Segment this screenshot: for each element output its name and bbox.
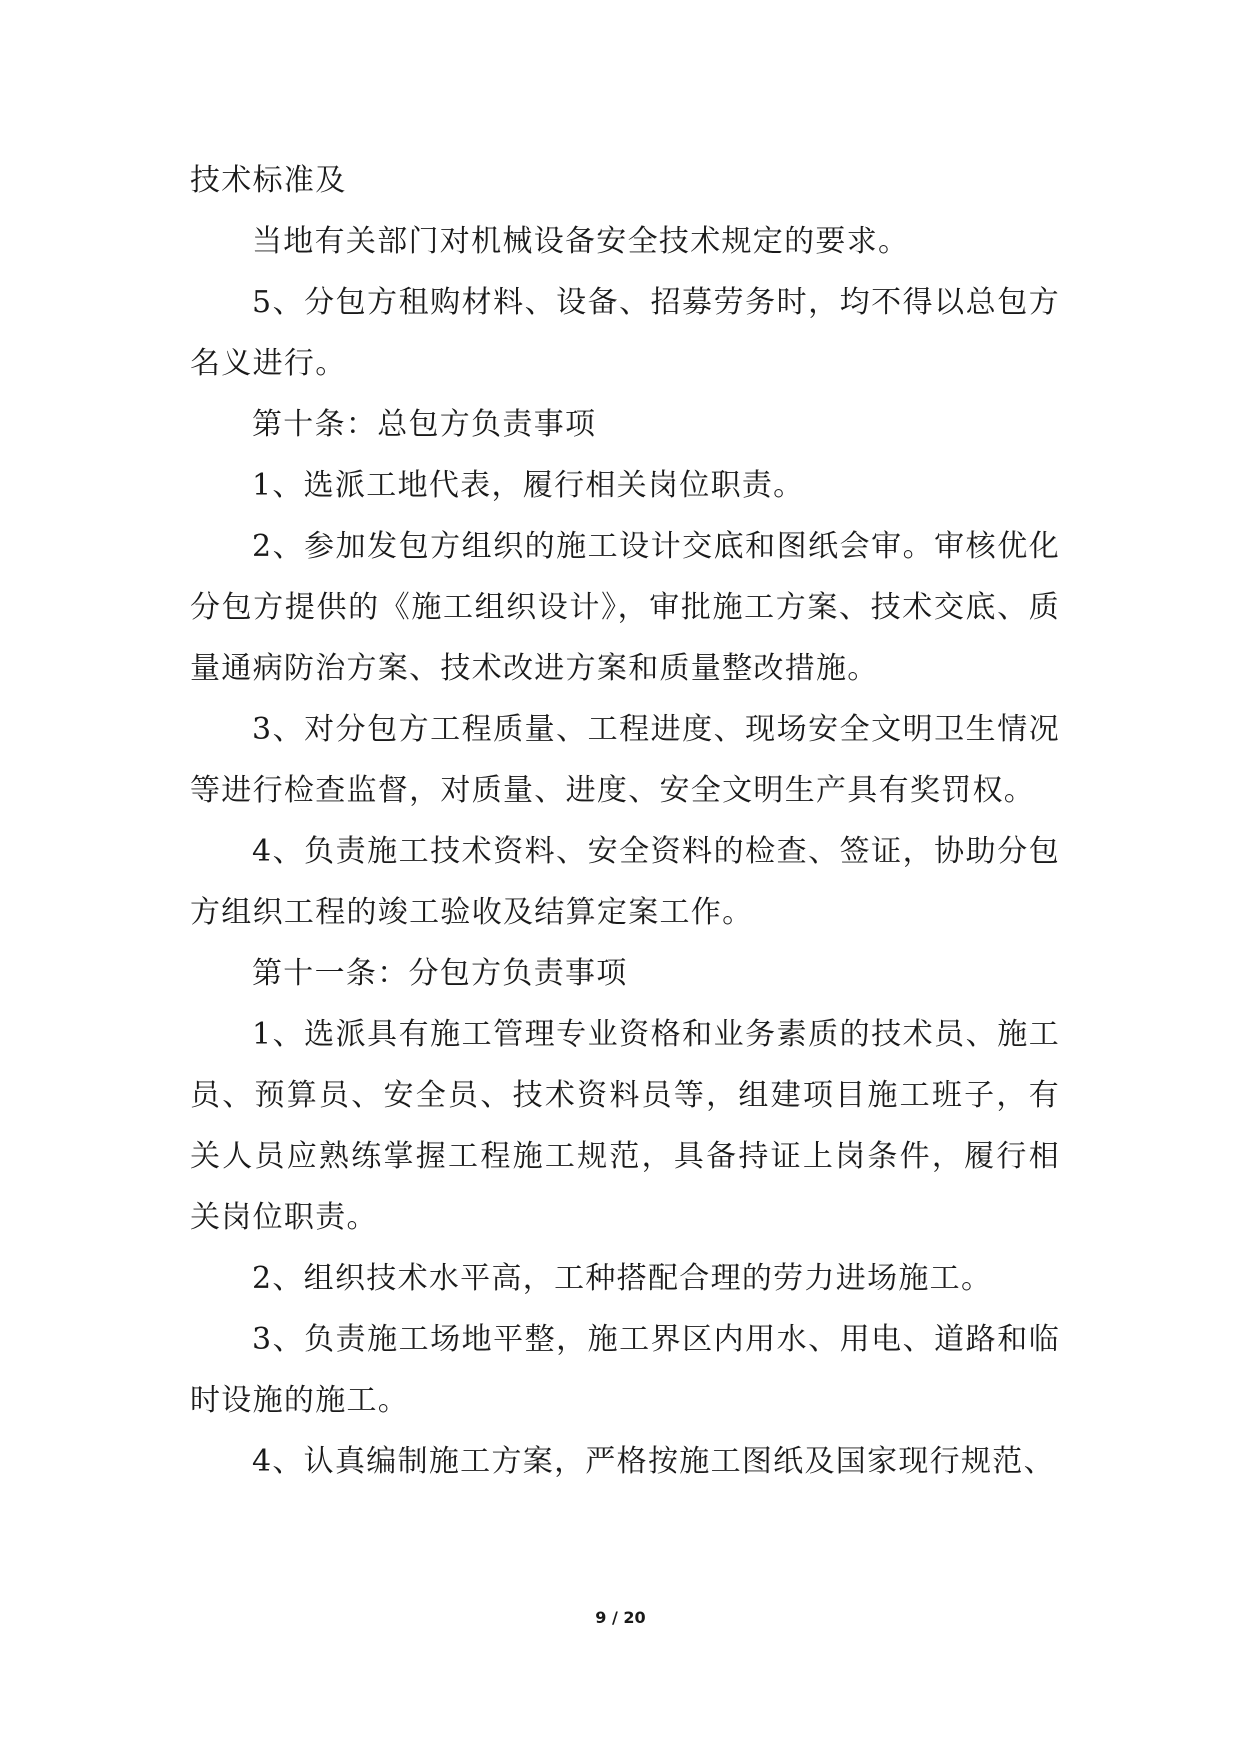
page-number: 9 / 20 xyxy=(595,1608,646,1627)
paragraph: 技术标准及 xyxy=(190,163,347,198)
paragraph: 1、选派工地代表，履行相关岗位职责。 xyxy=(252,468,805,503)
paragraph: 第十条：总包方负责事项 xyxy=(252,407,597,442)
paragraph: 3、对分包方工程质量、工程进度、现场安全文明卫生情况等进行检查监督，对质量、进度、安全文明生产具有奖罚权。 xyxy=(190,712,1060,808)
document-body xyxy=(190,150,1060,1492)
paragraph: 1、选派具有施工管理专业资格和业务素质的技术员、施工员、预算员、安全员、技术资料员等，组建项目施工班子，有关人员应熟练掌握工程施工规范，具备持证上岗条件，履行相关岗位职责。 xyxy=(190,1017,1060,1235)
paragraph: 3、负责施工场地平整，施工界区内用水、用电、道路和临时设施的施工。 xyxy=(190,1322,1060,1418)
paragraph: 2、参加发包方组织的施工设计交底和图纸会审。审核优化分包方提供的《施工组织设计》，审批施工方案、技术交底、质量通病防治方案、技术改进方案和质量整改措施。 xyxy=(190,529,1060,686)
paragraph: 4、认真编制施工方案，严格按施工图纸及国家现行规范、 xyxy=(252,1444,1055,1479)
paragraph: 4、负责施工技术资料、安全资料的检查、签证，协助分包方组织工程的竣工验收及结算定案工作。 xyxy=(190,834,1060,930)
paragraph: 5、分包方租购材料、设备、招募劳务时，均不得以总包方名义进行。 xyxy=(190,285,1060,381)
paragraph: 第十一条：分包方负责事项 xyxy=(252,956,628,991)
paragraph: 2、组织技术水平高，工种搭配合理的劳力进场施工。 xyxy=(252,1261,993,1296)
paragraph: 当地有关部门对机械设备安全技术规定的要求。 xyxy=(252,224,910,259)
